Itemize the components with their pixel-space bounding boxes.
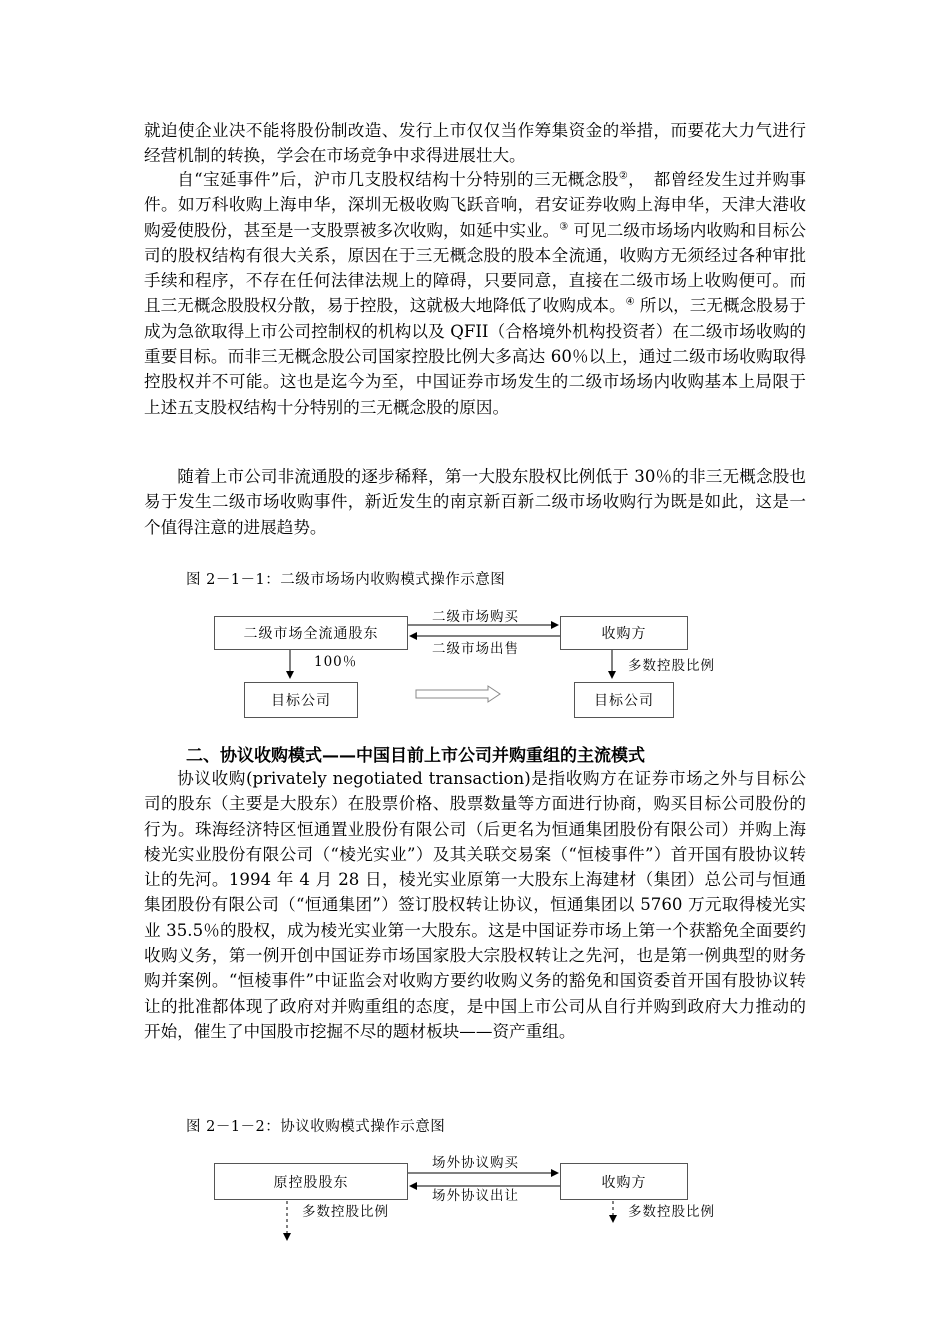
section-heading: 二、协议收购模式——中国目前上市公司并购重组的主流模式 xyxy=(186,746,645,766)
majority-label: 多数控股比例 xyxy=(302,1204,389,1220)
majority-label: 多数控股比例 xyxy=(628,1204,715,1220)
figure-caption: 图 2－1－2：协议收购模式操作示意图 xyxy=(186,1119,446,1135)
original-shareholder-box: 原控股股东 xyxy=(214,1163,408,1200)
paragraph-text: 随着上市公司非流通股的逐步稀释，第一大股东股权比例低于 30％的非三无概念股也易于发生二级市场收购事件，新近发生的南京新百新二级市场收购行为既是如此，这是一个值得注意的进展趋势。 xyxy=(144,467,806,537)
paragraph-agreement-acquisition xyxy=(144,766,806,1044)
paragraph-text: 自“宝延事件”后，沪市几支股权结构十分特别的三无概念股 xyxy=(177,170,619,189)
paragraph-text: 所以，三无概念股易于成为急欲取得上市公司控制权的机构以及 QFII（合格境外机构投资者）在二级市场收购的重要目标。而非三无概念股公司国家控股比例大多高达 60％以上，通过二级市场收购取得控股权并不可能。这也是迄今为至，中国证券市场发生的二级市场场内收购基本上局限于上述五支股权结构十分特别的三无概念股的原因。 xyxy=(144,296,807,417)
transition-hollow-arrow xyxy=(416,686,500,702)
target-company-box: 目标公司 xyxy=(244,682,358,718)
sell-label: 二级市场出售 xyxy=(432,641,519,657)
paragraph-text: ， 都曾经发生过并购事件。如万科收购上海申华，深圳无极收购飞跃音响，君安证券收购上海申华，天津大港收购爱使股份，甚至是一支股票被多次收购，如延中实业。 xyxy=(144,170,807,240)
buy-label: 场外协议购买 xyxy=(432,1155,519,1171)
footnote-ref[interactable]: ② xyxy=(618,170,629,182)
percent-label: 100％ xyxy=(314,654,358,670)
shareholders-box: 二级市场全流通股东 xyxy=(214,616,408,650)
footnote-ref[interactable]: ③ xyxy=(559,221,569,233)
footnote-ref[interactable]: ④ xyxy=(625,296,635,308)
majority-label: 多数控股比例 xyxy=(628,658,715,674)
acquirer-box: 收购方 xyxy=(560,1163,688,1200)
sell-label: 场外协议出让 xyxy=(432,1188,519,1204)
paragraph-text: 协议收购(privately negotiated transaction)是指收购方在证券市场之外与目标公司的股东（主要是大股东）在股票价格、股票数量等方面进行协商，购买目标公司股份的行为。珠海经济特区恒通置业股份有限公司（后更名为恒通集团股份有限公司）并购上海棱光实业股份有限公司（“棱光实业”）及其关联交易案（“恒棱事件”）首开国有股协议转让的先河。1994 年 4 月 28 日，棱光实业原第一大股东上海建材（集团）总公司与恒通集团股份有限公司（“恒通集团”）签订股权转让协议，恒通集团以 5760 万元取得棱光实业 35.5％的股权，成为棱光实业第一大股东。这是中国证券市场上第一个获豁免全面要约收购义务，第一例开创中国证券市场国家股大宗股权转让之先河，也是第一例典型的财务购并案例。“恒棱事件”中证监会对收购方要约收购义务的豁免和国资委首开国有股协议转让的批准都体现了政府对并购重组的态度，是中国上市公司从自行并购到政府大力推动的开始，催生了中国股市挖掘不尽的题材板块——资产重组。 xyxy=(144,769,806,1041)
paragraph-text: 就迫使企业决不能将股份制改造、发行上市仅仅当作筹集资金的举措，而要花大力气进行经营机制的转换，学会在市场竞争中求得进展壮大。 xyxy=(144,121,806,166)
buy-label: 二级市场购买 xyxy=(432,609,519,625)
figure-caption: 图 2－1－1：二级市场场内收购模式操作示意图 xyxy=(186,572,506,588)
target-company-box: 目标公司 xyxy=(574,682,674,718)
paragraph-text: 可见二级市场场内收购和目标公司的股权结构有很大关系，原因在于三无概念股的股本全流通，收购方无须经过各种审批手续和程序，不存在任何法律法规上的障碍，只要同意，直接在二级市场上收购便可。而且三无概念股股权分散，易于控股，这就极大地降低了收购成本。 xyxy=(144,220,806,316)
acquirer-box: 收购方 xyxy=(560,616,688,650)
